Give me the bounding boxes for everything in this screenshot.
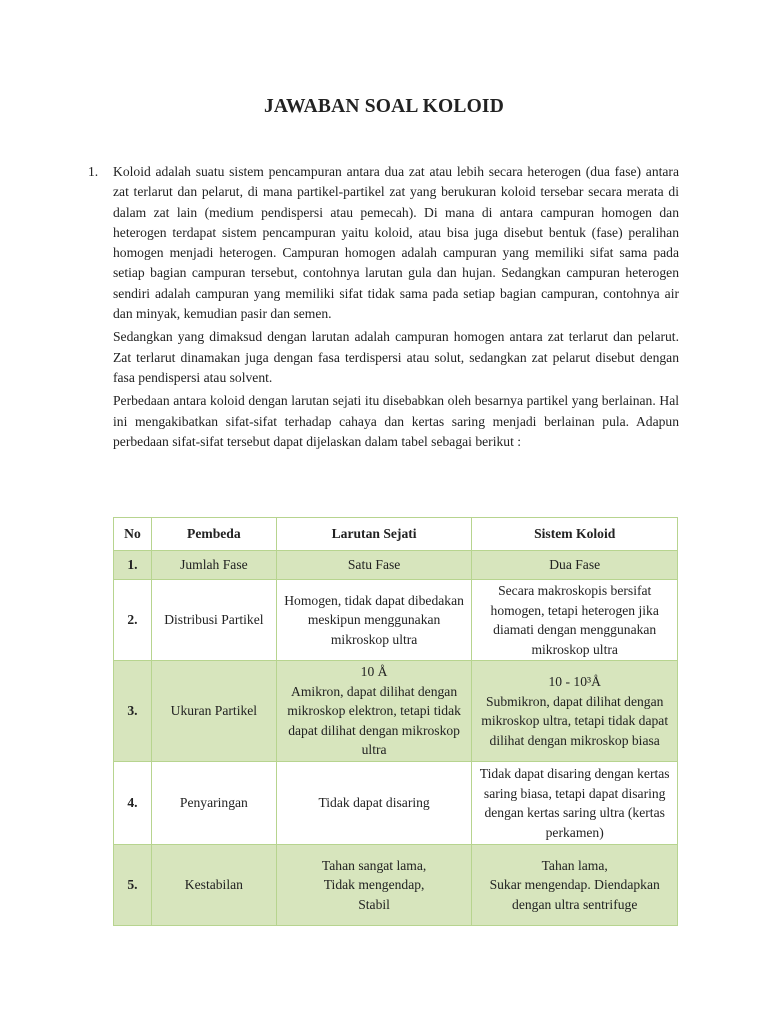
row-pembeda: Distribusi Partikel	[151, 580, 276, 661]
row-number: 5.	[114, 845, 152, 926]
row-number: 3.	[114, 661, 152, 762]
row-number: 2.	[114, 580, 152, 661]
cell-line: Dua Fase	[549, 557, 601, 573]
row-sistem-koloid	[472, 762, 678, 845]
header-sistem-koloid: Sistem Koloid	[472, 518, 678, 551]
document-title: JAWABAN SOAL KOLOID	[263, 96, 505, 117]
paragraph-perbedaan-intro: Perbedaan antara koloid dengan larutan sejati itu disebabkan oleh besarnya partikel yang berlainan. Hal ini mengakibatkan sifat-sifat terhadap cahaya dan kertas saring menjadi berlainan pula. Adapun perbedaan sifat-sifat tersebut dapat dijelaskan dalam tabel sebagai berikut :	[113, 393, 679, 449]
header-larutan-sejati: Larutan Sejati	[276, 518, 472, 551]
cell-line: Amikron, dapat dilihat dengan mikroskop elektron, tetapi tidak dapat dilihat dengan mikroskop ultra	[287, 683, 461, 758]
row-pembeda: Ukuran Partikel	[151, 661, 276, 762]
paragraph-larutan-definition: Sedangkan yang dimaksud dengan larutan adalah campuran homogen antara zat terlarut dan pelarut. Zat terlarut dinamakan juga dengan fasa terdispersi atau solut, sedangkan zat pelarut disebut dengan fasa pendispersi atau solvent.	[113, 329, 679, 385]
cell-line: Satu Fase	[347, 557, 401, 573]
row-pembeda: Kestabilan	[151, 845, 276, 926]
row-larutan-sejati	[276, 661, 472, 762]
cell-line: Tahan sangat lama,	[321, 857, 427, 873]
cell-line: 10 - 10³Å	[548, 674, 601, 689]
row-larutan-sejati	[276, 762, 472, 845]
row-sistem-koloid	[472, 845, 678, 926]
row-number: 4.	[114, 762, 152, 845]
row-sistem-koloid	[472, 551, 678, 580]
cell-line: Secara makroskopis bersifat homogen, tetapi heterogen jika diamati dengan menggunakan mikroskop ultra	[490, 583, 659, 657]
answer-item-1	[88, 162, 680, 455]
cell-line: Tidak dapat disaring dengan kertas saring biasa, tetapi dapat disaring dengan kertas saring ultra (kertas perkamen)	[479, 766, 670, 840]
comparison-table	[113, 517, 678, 926]
paragraph-koloid-definition: Koloid adalah suatu sistem pencampuran antara dua zat atau lebih secara heterogen (dua fase) antara zat terlarut dan pelarut, di mana partikel-partikel zat yang berukuran koloid tersebar secara merata di dalam zat lain (medium pendispersi atau pemecah). Di mana di antara campuran homogen dan heterogen terdapat sistem pencampuran yaitu koloid, atau bisa juga disebut bentuk (fase) peralihan homogen menjadi heterogen. Campuran homogen adalah campuran yang memiliki sifat sama pada setiap bagian campuran tersebut, contohnya larutan gula dan hujan. Sedangkan campuran heterogen sendiri adalah campuran yang memiliki sifat tidak sama pada setiap bagian campuran, contohnya air dan minyak, kemudian pasir dan semen.	[113, 164, 679, 322]
row-number: 1.	[114, 551, 152, 580]
table-row	[114, 845, 678, 926]
table-row	[114, 580, 678, 661]
cell-line: Homogen, tidak dapat dibedakan meskipun menggunakan mikroskop ultra	[284, 592, 464, 647]
row-pembeda: Penyaringan	[151, 762, 276, 845]
cell-line: Sukar mengendap. Diendapkan dengan ultra sentrifuge	[489, 877, 660, 912]
row-pembeda: Jumlah Fase	[151, 551, 276, 580]
cell-line: Stabil	[358, 896, 390, 912]
cell-line: Submikron, dapat dilihat dengan mikroskop ultra, tetapi tidak dapat dilihat dengan mikroskop biasa	[481, 693, 669, 748]
cell-line: Tidak dapat disaring	[318, 795, 430, 811]
cell-line: 10 Å	[360, 664, 388, 680]
row-larutan-sejati	[276, 580, 472, 661]
item-body	[113, 162, 679, 452]
table-header-row	[114, 518, 678, 551]
header-no: No	[114, 518, 152, 551]
row-sistem-koloid	[472, 580, 678, 661]
table-row	[114, 762, 678, 845]
row-larutan-sejati	[276, 845, 472, 926]
cell-line: Tidak mengendap,	[323, 877, 425, 893]
item-number: 1.	[88, 164, 99, 179]
row-larutan-sejati	[276, 551, 472, 580]
table-row	[114, 661, 678, 762]
header-pembeda: Pembeda	[151, 518, 276, 551]
row-sistem-koloid	[472, 661, 678, 762]
cell-line: Tahan lama,	[541, 857, 608, 873]
table-row	[114, 551, 678, 580]
